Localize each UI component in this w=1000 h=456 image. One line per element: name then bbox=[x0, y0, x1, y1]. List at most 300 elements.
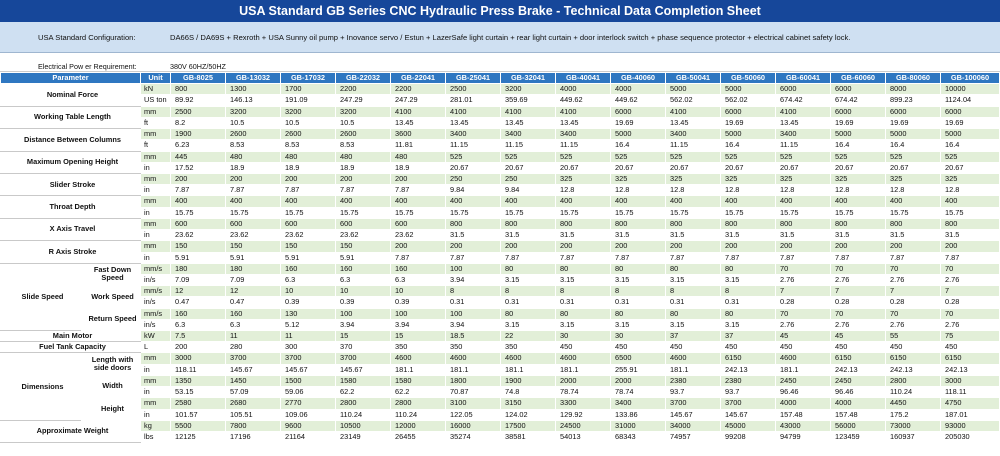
value-cell: 1580 bbox=[391, 375, 446, 386]
value-cell: 10.5 bbox=[226, 117, 281, 128]
sub-parameter-label: Work Speed bbox=[81, 286, 141, 308]
value-cell: 6000 bbox=[941, 106, 1000, 117]
value-cell: 93000 bbox=[941, 420, 1000, 431]
sub-parameter-label: Height bbox=[81, 398, 141, 420]
value-cell: 12 bbox=[226, 286, 281, 297]
value-cell: 26455 bbox=[391, 432, 446, 443]
table-row bbox=[1, 375, 1000, 386]
value-cell: 3.15 bbox=[611, 274, 666, 285]
value-cell: 3400 bbox=[556, 129, 611, 140]
value-cell: 3.94 bbox=[391, 319, 446, 330]
value-cell: 8 bbox=[611, 286, 666, 297]
value-cell: 4600 bbox=[446, 353, 501, 364]
value-cell: 4600 bbox=[776, 353, 831, 364]
value-cell: 2600 bbox=[226, 129, 281, 140]
value-cell: 7.87 bbox=[776, 252, 831, 263]
value-cell: 400 bbox=[281, 196, 336, 207]
unit-cell: in/s bbox=[141, 319, 171, 330]
value-cell: 450 bbox=[556, 342, 611, 353]
value-cell: 31.5 bbox=[941, 230, 1000, 241]
value-cell: 17.52 bbox=[171, 162, 226, 173]
value-cell: 19.69 bbox=[831, 117, 886, 128]
value-cell: 30 bbox=[611, 331, 666, 342]
value-cell: 3700 bbox=[721, 398, 776, 409]
value-cell: 12.8 bbox=[666, 185, 721, 196]
value-cell: 800 bbox=[831, 218, 886, 229]
value-cell: 350 bbox=[446, 342, 501, 353]
value-cell: 800 bbox=[776, 218, 831, 229]
value-cell: 8.53 bbox=[281, 140, 336, 151]
value-cell: 18.9 bbox=[336, 162, 391, 173]
value-cell: 31.5 bbox=[611, 230, 666, 241]
value-cell: 5000 bbox=[666, 84, 721, 95]
value-cell: 1350 bbox=[171, 375, 226, 386]
value-cell: 6500 bbox=[611, 353, 666, 364]
value-cell: 16.4 bbox=[611, 140, 666, 151]
value-cell: 12.8 bbox=[941, 185, 1000, 196]
value-cell: 145.67 bbox=[666, 409, 721, 420]
value-cell: 400 bbox=[226, 196, 281, 207]
value-cell: 3300 bbox=[556, 398, 611, 409]
value-cell: 6150 bbox=[721, 353, 776, 364]
value-cell: 16000 bbox=[446, 420, 501, 431]
value-cell: 7.5 bbox=[171, 331, 226, 342]
value-cell: 445 bbox=[171, 151, 226, 162]
value-cell: 200 bbox=[171, 342, 226, 353]
value-cell: 325 bbox=[941, 173, 1000, 184]
value-cell: 80 bbox=[666, 308, 721, 319]
value-cell: 400 bbox=[776, 196, 831, 207]
value-cell: 400 bbox=[941, 196, 1000, 207]
value-cell: 899.23 bbox=[886, 95, 941, 106]
value-cell: 8 bbox=[666, 286, 721, 297]
unit-cell: L bbox=[141, 342, 171, 353]
table-row bbox=[1, 196, 1000, 207]
value-cell: 160937 bbox=[886, 432, 941, 443]
value-cell: 10 bbox=[391, 286, 446, 297]
value-cell: 325 bbox=[776, 173, 831, 184]
unit-cell: in bbox=[141, 364, 171, 375]
value-cell: 75 bbox=[941, 331, 1000, 342]
value-cell: 2680 bbox=[226, 398, 281, 409]
unit-cell: mm bbox=[141, 151, 171, 162]
value-cell: 2450 bbox=[776, 375, 831, 386]
value-cell: 2600 bbox=[336, 129, 391, 140]
value-cell: 8 bbox=[501, 286, 556, 297]
model-header: GB-50041 bbox=[666, 73, 721, 84]
value-cell: 80 bbox=[666, 263, 721, 274]
value-cell: 145.67 bbox=[281, 364, 336, 375]
value-cell: 11 bbox=[281, 331, 336, 342]
unit-cell: ft bbox=[141, 117, 171, 128]
value-cell: 1700 bbox=[281, 84, 336, 95]
table-row bbox=[1, 409, 1000, 420]
value-cell: 181.1 bbox=[501, 364, 556, 375]
value-cell: 2600 bbox=[281, 129, 336, 140]
value-cell: 2.76 bbox=[941, 274, 1000, 285]
table-row bbox=[1, 218, 1000, 229]
value-cell: 3200 bbox=[336, 106, 391, 117]
value-cell: 5000 bbox=[941, 129, 1000, 140]
value-cell: 68343 bbox=[611, 432, 666, 443]
value-cell: 43000 bbox=[776, 420, 831, 431]
value-cell: 4750 bbox=[941, 398, 1000, 409]
value-cell: 2.76 bbox=[831, 319, 886, 330]
value-cell: 8.2 bbox=[171, 117, 226, 128]
value-cell: 0.28 bbox=[776, 297, 831, 308]
value-cell: 525 bbox=[666, 151, 721, 162]
value-cell: 7.87 bbox=[391, 252, 446, 263]
value-cell: 480 bbox=[226, 151, 281, 162]
value-cell: 6150 bbox=[941, 353, 1000, 364]
value-cell: 15.75 bbox=[941, 207, 1000, 218]
value-cell: 359.69 bbox=[501, 95, 556, 106]
value-cell: 12125 bbox=[171, 432, 226, 443]
value-cell: 0.39 bbox=[281, 297, 336, 308]
table-row bbox=[1, 274, 1000, 285]
value-cell: 110.24 bbox=[391, 409, 446, 420]
value-cell: 191.09 bbox=[281, 95, 336, 106]
value-cell: 70 bbox=[831, 308, 886, 319]
value-cell: 450 bbox=[831, 342, 886, 353]
value-cell: 181.1 bbox=[446, 364, 501, 375]
value-cell: 37 bbox=[721, 331, 776, 342]
value-cell: 3.15 bbox=[666, 319, 721, 330]
parameter-label: Distance Between Columns bbox=[1, 129, 141, 151]
value-cell: 19.69 bbox=[941, 117, 1000, 128]
value-cell: 31.5 bbox=[501, 230, 556, 241]
value-cell: 6000 bbox=[831, 84, 886, 95]
value-cell: 18.9 bbox=[391, 162, 446, 173]
value-cell: 4000 bbox=[776, 398, 831, 409]
value-cell: 70 bbox=[776, 263, 831, 274]
model-header: GB-40060 bbox=[611, 73, 666, 84]
unit-cell: lbs bbox=[141, 432, 171, 443]
value-cell: 0.47 bbox=[226, 297, 281, 308]
value-cell: 2800 bbox=[886, 375, 941, 386]
value-cell: 181.1 bbox=[391, 364, 446, 375]
parameter-label: Maximum Opening Height bbox=[1, 151, 141, 173]
value-cell: 5000 bbox=[831, 129, 886, 140]
unit-cell: mm bbox=[141, 173, 171, 184]
value-cell: 800 bbox=[556, 218, 611, 229]
value-cell: 160 bbox=[391, 263, 446, 274]
parameter-label: X Axis Travel bbox=[1, 218, 141, 240]
unit-cell: in/s bbox=[141, 297, 171, 308]
value-cell: 800 bbox=[721, 218, 776, 229]
value-cell: 13.45 bbox=[446, 117, 501, 128]
value-cell: 7.87 bbox=[336, 185, 391, 196]
value-cell: 325 bbox=[556, 173, 611, 184]
value-cell: 70 bbox=[886, 308, 941, 319]
value-cell: 325 bbox=[721, 173, 776, 184]
value-cell: 200 bbox=[776, 241, 831, 252]
value-cell: 0.28 bbox=[886, 297, 941, 308]
value-cell: 3200 bbox=[281, 106, 336, 117]
value-cell: 600 bbox=[391, 218, 446, 229]
table-row bbox=[1, 162, 1000, 173]
value-cell: 15.75 bbox=[611, 207, 666, 218]
value-cell: 12 bbox=[171, 286, 226, 297]
value-cell: 70 bbox=[776, 308, 831, 319]
value-cell: 80 bbox=[556, 308, 611, 319]
value-cell: 200 bbox=[501, 241, 556, 252]
sub-parameter-label: Return Speed bbox=[81, 308, 141, 330]
table-row bbox=[1, 420, 1000, 431]
value-cell: 57.09 bbox=[226, 387, 281, 398]
value-cell: 110.24 bbox=[336, 409, 391, 420]
value-cell: 6000 bbox=[721, 106, 776, 117]
value-cell: 3700 bbox=[226, 353, 281, 364]
value-cell: 0.28 bbox=[831, 297, 886, 308]
table-row bbox=[1, 230, 1000, 241]
value-cell: 80 bbox=[556, 263, 611, 274]
value-cell: 7.87 bbox=[391, 185, 446, 196]
value-cell: 150 bbox=[336, 241, 391, 252]
value-cell: 3.94 bbox=[446, 319, 501, 330]
value-cell: 160 bbox=[226, 308, 281, 319]
value-cell: 15 bbox=[391, 331, 446, 342]
unit-cell: in bbox=[141, 185, 171, 196]
value-cell: 0.31 bbox=[611, 297, 666, 308]
value-cell: 0.31 bbox=[721, 297, 776, 308]
value-cell: 3700 bbox=[666, 398, 721, 409]
value-cell: 3.15 bbox=[666, 274, 721, 285]
value-cell: 3.15 bbox=[501, 274, 556, 285]
value-cell: 400 bbox=[886, 196, 941, 207]
value-cell: 20.67 bbox=[666, 162, 721, 173]
value-cell: 449.62 bbox=[611, 95, 666, 106]
value-cell: 80 bbox=[721, 308, 776, 319]
value-cell: 0.31 bbox=[501, 297, 556, 308]
value-cell: 160 bbox=[336, 263, 391, 274]
value-cell: 145.67 bbox=[226, 364, 281, 375]
value-cell: 96.46 bbox=[831, 387, 886, 398]
header-row bbox=[1, 73, 1000, 84]
value-cell: 400 bbox=[831, 196, 886, 207]
unit-cell: mm bbox=[141, 196, 171, 207]
value-cell: 19.69 bbox=[721, 117, 776, 128]
value-cell: 2.76 bbox=[886, 274, 941, 285]
value-cell: 674.42 bbox=[831, 95, 886, 106]
value-cell: 2770 bbox=[281, 398, 336, 409]
value-cell: 110.24 bbox=[886, 387, 941, 398]
value-cell: 45000 bbox=[721, 420, 776, 431]
value-cell: 16.4 bbox=[721, 140, 776, 151]
value-cell: 300 bbox=[281, 342, 336, 353]
value-cell: 18.5 bbox=[446, 331, 501, 342]
value-cell: 15.75 bbox=[666, 207, 721, 218]
parameter-label: Approximate Weight bbox=[1, 420, 141, 442]
value-cell: 23.62 bbox=[336, 230, 391, 241]
value-cell: 31.5 bbox=[721, 230, 776, 241]
value-cell: 12.8 bbox=[721, 185, 776, 196]
table-row bbox=[1, 117, 1000, 128]
value-cell: 0.28 bbox=[941, 297, 1000, 308]
value-cell: 325 bbox=[611, 173, 666, 184]
table-row bbox=[1, 106, 1000, 117]
value-cell: 80 bbox=[611, 263, 666, 274]
value-cell: 93.7 bbox=[666, 387, 721, 398]
value-cell: 187.01 bbox=[941, 409, 1000, 420]
model-header: GB-60060 bbox=[831, 73, 886, 84]
sheet-title: USA Standard GB Series CNC Hydraulic Press Brake - Technical Data Completion Sheet bbox=[0, 0, 1000, 22]
value-cell: 34000 bbox=[666, 420, 721, 431]
unit-cell: kN bbox=[141, 84, 171, 95]
value-cell: 100 bbox=[336, 308, 391, 319]
unit-cell: mm bbox=[141, 398, 171, 409]
value-cell: 3.15 bbox=[556, 319, 611, 330]
value-cell: 100 bbox=[391, 308, 446, 319]
value-cell: 242.13 bbox=[941, 364, 1000, 375]
value-cell: 17196 bbox=[226, 432, 281, 443]
value-cell: 7 bbox=[886, 286, 941, 297]
value-cell: 9600 bbox=[281, 420, 336, 431]
value-cell: 205030 bbox=[941, 432, 1000, 443]
value-cell: 8 bbox=[721, 286, 776, 297]
value-cell: 200 bbox=[446, 241, 501, 252]
value-cell: 70.87 bbox=[446, 387, 501, 398]
value-cell: 6150 bbox=[886, 353, 941, 364]
value-cell: 4450 bbox=[886, 398, 941, 409]
value-cell: 37 bbox=[666, 331, 721, 342]
value-cell: 10.5 bbox=[336, 117, 391, 128]
value-cell: 3.94 bbox=[446, 274, 501, 285]
value-cell: 19.69 bbox=[886, 117, 941, 128]
value-cell: 105.51 bbox=[226, 409, 281, 420]
configuration-label: USA Standard Configuration: bbox=[38, 32, 136, 42]
value-cell: 70 bbox=[941, 308, 1000, 319]
table-row bbox=[1, 364, 1000, 375]
value-cell: 53.15 bbox=[171, 387, 226, 398]
value-cell: 2000 bbox=[556, 375, 611, 386]
value-cell: 7.87 bbox=[226, 185, 281, 196]
value-cell: 3400 bbox=[776, 129, 831, 140]
value-cell: 17500 bbox=[501, 420, 556, 431]
value-cell: 11.81 bbox=[391, 140, 446, 151]
value-cell: 11 bbox=[226, 331, 281, 342]
value-cell: 23.62 bbox=[171, 230, 226, 241]
table-row bbox=[1, 319, 1000, 330]
value-cell: 31.5 bbox=[831, 230, 886, 241]
value-cell: 3200 bbox=[226, 106, 281, 117]
value-cell: 11.15 bbox=[446, 140, 501, 151]
table-row bbox=[1, 286, 1000, 297]
value-cell: 22 bbox=[501, 331, 556, 342]
value-cell: 20.67 bbox=[556, 162, 611, 173]
parameter-label: Throat Depth bbox=[1, 196, 141, 218]
value-cell: 35274 bbox=[446, 432, 501, 443]
value-cell: 10 bbox=[281, 286, 336, 297]
value-cell: 8.53 bbox=[226, 140, 281, 151]
value-cell: 175.2 bbox=[886, 409, 941, 420]
value-cell: 6.3 bbox=[391, 274, 446, 285]
value-cell: 20.67 bbox=[776, 162, 831, 173]
value-cell: 2200 bbox=[336, 84, 391, 95]
table-row bbox=[1, 398, 1000, 409]
value-cell: 200 bbox=[721, 241, 776, 252]
value-cell: 2380 bbox=[666, 375, 721, 386]
value-cell: 24500 bbox=[556, 420, 611, 431]
value-cell: 600 bbox=[281, 218, 336, 229]
value-cell: 400 bbox=[721, 196, 776, 207]
value-cell: 16.4 bbox=[941, 140, 1000, 151]
value-cell: 5000 bbox=[721, 129, 776, 140]
value-cell: 4600 bbox=[666, 353, 721, 364]
value-cell: 10000 bbox=[941, 84, 1000, 95]
table-row bbox=[1, 297, 1000, 308]
value-cell: 109.06 bbox=[281, 409, 336, 420]
value-cell: 6.3 bbox=[226, 319, 281, 330]
value-cell: 38581 bbox=[501, 432, 556, 443]
value-cell: 6.3 bbox=[336, 274, 391, 285]
value-cell: 325 bbox=[666, 173, 721, 184]
value-cell: 6.23 bbox=[171, 140, 226, 151]
value-cell: 59.06 bbox=[281, 387, 336, 398]
value-cell: 450 bbox=[666, 342, 721, 353]
table-row bbox=[1, 342, 1000, 353]
value-cell: 600 bbox=[171, 218, 226, 229]
table-row bbox=[1, 185, 1000, 196]
value-cell: 12000 bbox=[391, 420, 446, 431]
value-cell: 5500 bbox=[171, 420, 226, 431]
value-cell: 12.8 bbox=[611, 185, 666, 196]
value-cell: 146.13 bbox=[226, 95, 281, 106]
value-cell: 525 bbox=[776, 151, 831, 162]
value-cell: 350 bbox=[501, 342, 556, 353]
value-cell: 4100 bbox=[501, 106, 556, 117]
value-cell: 525 bbox=[501, 151, 556, 162]
value-cell: 124.02 bbox=[501, 409, 556, 420]
value-cell: 5000 bbox=[886, 129, 941, 140]
unit-cell: in bbox=[141, 207, 171, 218]
value-cell: 3400 bbox=[446, 129, 501, 140]
value-cell: 525 bbox=[611, 151, 666, 162]
value-cell: 400 bbox=[611, 196, 666, 207]
value-cell: 78.74 bbox=[556, 387, 611, 398]
value-cell: 74.8 bbox=[501, 387, 556, 398]
value-cell: 133.86 bbox=[611, 409, 666, 420]
value-cell: 480 bbox=[391, 151, 446, 162]
value-cell: 9.84 bbox=[501, 185, 556, 196]
value-cell: 600 bbox=[226, 218, 281, 229]
model-header: GB-100060 bbox=[941, 73, 1000, 84]
value-cell: 13.45 bbox=[776, 117, 831, 128]
value-cell: 15.75 bbox=[831, 207, 886, 218]
model-header: GB-22032 bbox=[336, 73, 391, 84]
value-cell: 525 bbox=[556, 151, 611, 162]
value-cell: 20.67 bbox=[611, 162, 666, 173]
value-cell: 23.62 bbox=[226, 230, 281, 241]
value-cell: 2800 bbox=[336, 398, 391, 409]
value-cell: 0.39 bbox=[336, 297, 391, 308]
value-cell: 5.12 bbox=[281, 319, 336, 330]
model-header: GB-40041 bbox=[556, 73, 611, 84]
value-cell: 5.91 bbox=[336, 252, 391, 263]
value-cell: 70 bbox=[941, 263, 1000, 274]
parameter-label: Dimensions bbox=[1, 353, 81, 420]
unit-cell: ft bbox=[141, 140, 171, 151]
value-cell: 1300 bbox=[226, 84, 281, 95]
value-cell: 13.45 bbox=[556, 117, 611, 128]
value-cell: 480 bbox=[281, 151, 336, 162]
value-cell: 78.74 bbox=[611, 387, 666, 398]
value-cell: 800 bbox=[171, 84, 226, 95]
value-cell: 562.02 bbox=[666, 95, 721, 106]
value-cell: 281.01 bbox=[446, 95, 501, 106]
value-cell: 150 bbox=[281, 241, 336, 252]
value-cell: 8000 bbox=[886, 84, 941, 95]
